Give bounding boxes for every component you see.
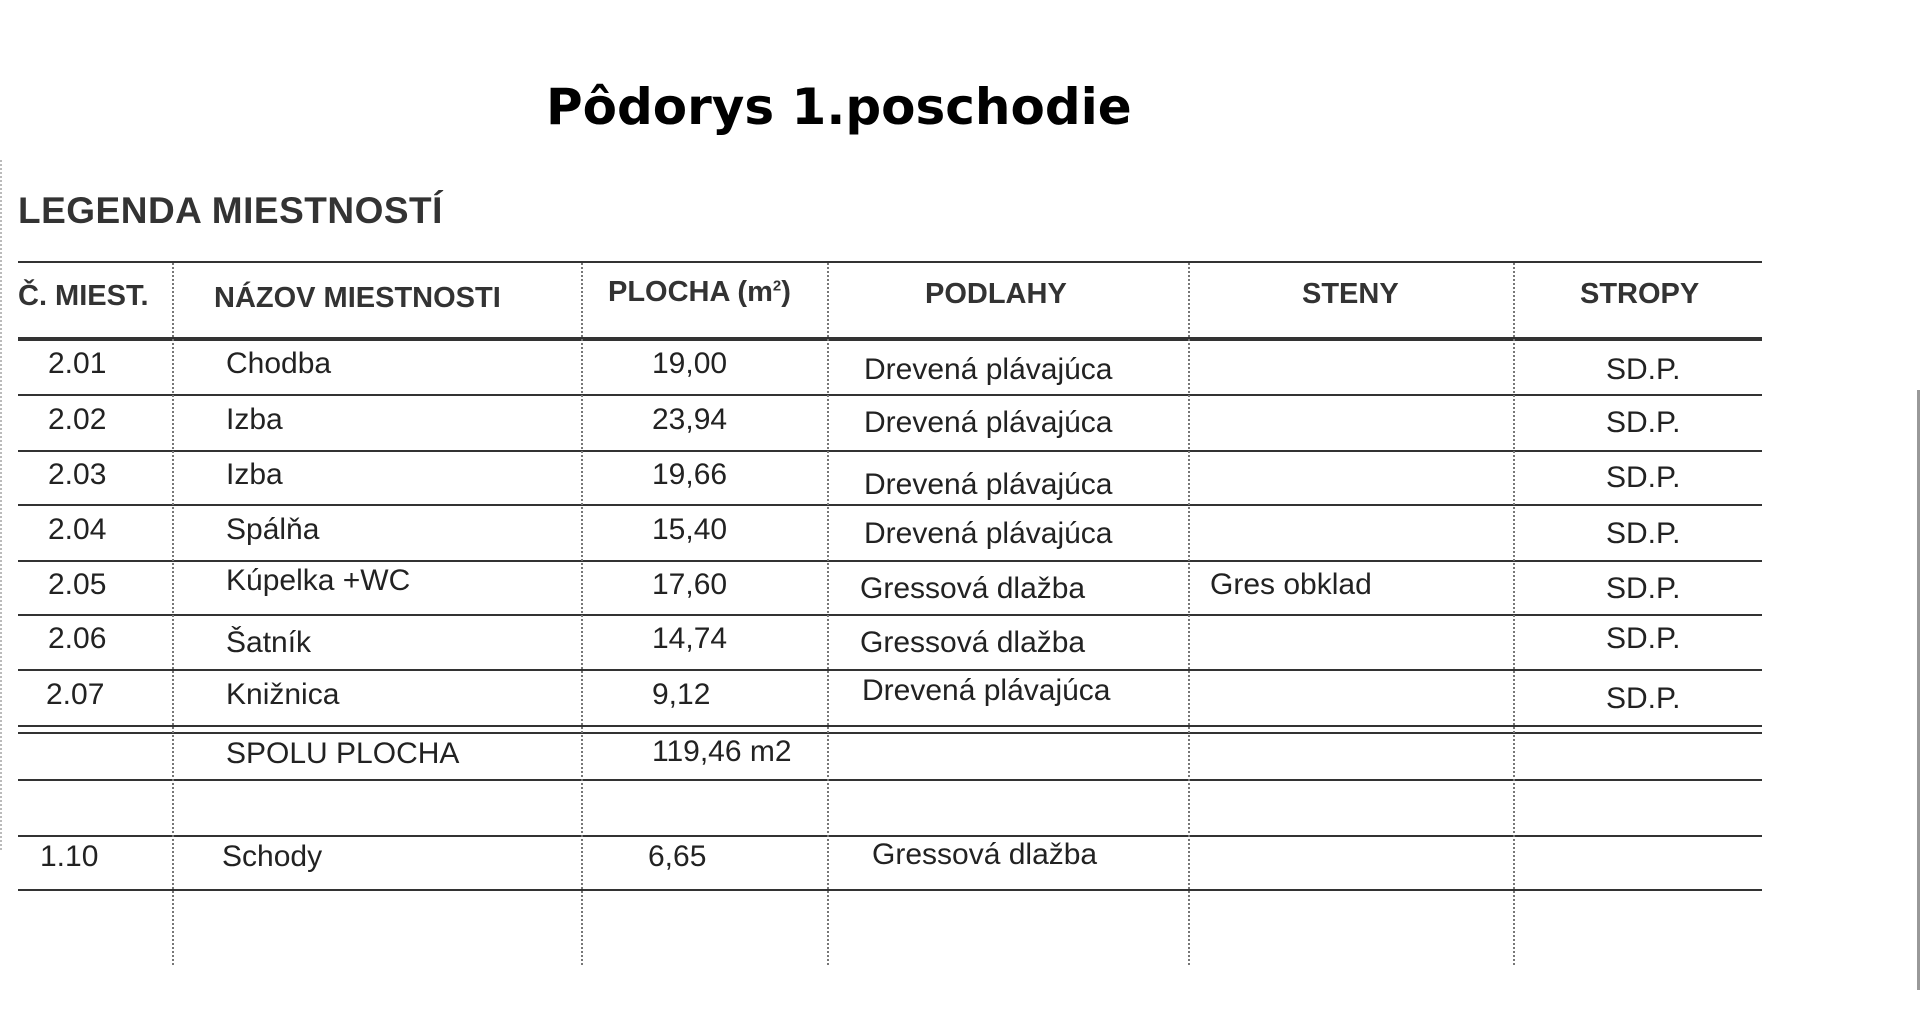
room-ceiling: SD.P. <box>1606 572 1681 605</box>
total-area: 119,46 m2 <box>652 735 792 768</box>
column-separator <box>1513 263 1515 965</box>
room-ceiling: SD.P. <box>1606 622 1681 655</box>
header-area-label: PLOCHA (m <box>608 276 773 308</box>
row-rule <box>18 614 1762 616</box>
room-number: 1.10 <box>40 840 99 873</box>
table-top-rule <box>18 261 1762 263</box>
header-walls: STENY <box>1302 278 1399 310</box>
header-area-close: ) <box>781 276 791 308</box>
header-floors: PODLAHY <box>925 278 1067 310</box>
room-name: Kúpelka +WC <box>226 564 411 597</box>
total-label: SPOLU PLOCHA <box>226 737 460 770</box>
row-rule <box>18 504 1762 506</box>
room-floor: Drevená plávajúca <box>864 517 1113 550</box>
room-ceiling: SD.P. <box>1606 682 1681 715</box>
room-ceiling: SD.P. <box>1606 461 1681 494</box>
room-number: 2.05 <box>48 568 107 601</box>
header-ceilings: STROPY <box>1580 278 1700 310</box>
header-room-number: Č. MIEST. <box>18 280 149 312</box>
room-area: 14,74 <box>652 622 728 655</box>
row-rule <box>18 560 1762 562</box>
row-rule <box>18 394 1762 396</box>
row-rule <box>18 779 1762 781</box>
room-name: Spálňa <box>226 513 320 546</box>
room-number: 2.01 <box>48 347 107 380</box>
room-name: Izba <box>226 403 283 436</box>
room-number: 2.02 <box>48 403 107 436</box>
row-rule <box>18 835 1762 837</box>
room-floor: Drevená plávajúca <box>864 353 1113 386</box>
room-name: Schody <box>222 840 323 873</box>
row-rule <box>18 450 1762 452</box>
header-bottom-rule <box>18 337 1762 341</box>
room-wall: Gres obklad <box>1210 568 1372 601</box>
room-number: 2.07 <box>46 678 105 711</box>
room-floor: Drevená plávajúca <box>864 468 1113 501</box>
column-separator <box>172 263 174 965</box>
header-area-superscript: 2 <box>772 277 782 295</box>
room-name: Šatník <box>226 626 312 659</box>
room-number: 2.06 <box>48 622 107 655</box>
column-separator <box>827 263 829 965</box>
room-floor: Gressová dlažba <box>860 572 1086 605</box>
header-area <box>608 276 791 309</box>
page-title: Pôdorys 1.poschodie <box>546 78 1132 136</box>
room-area: 19,00 <box>652 347 728 380</box>
room-floor: Gressová dlažba <box>860 626 1086 659</box>
room-area: 19,66 <box>652 458 728 491</box>
room-floor: Drevená plávajúca <box>864 406 1113 439</box>
room-name: Chodba <box>226 347 332 380</box>
row-rule <box>18 889 1762 891</box>
room-area: 6,65 <box>648 840 707 873</box>
header-room-name: NÁZOV MIESTNOSTI <box>214 282 501 314</box>
room-number: 2.04 <box>48 513 107 546</box>
room-area: 23,94 <box>652 403 728 436</box>
room-number: 2.03 <box>48 458 107 491</box>
room-name: Knižnica <box>226 678 340 711</box>
legend-title: LEGENDA MIESTNOSTÍ <box>18 190 443 231</box>
room-floor: Gressová dlažba <box>872 838 1098 871</box>
room-area: 9,12 <box>652 678 711 711</box>
room-ceiling: SD.P. <box>1606 353 1681 386</box>
room-ceiling: SD.P. <box>1606 517 1681 550</box>
room-ceiling: SD.P. <box>1606 406 1681 439</box>
column-separator <box>581 263 583 965</box>
room-floor: Drevená plávajúca <box>862 674 1111 707</box>
row-rule <box>18 669 1762 671</box>
total-double-rule <box>18 732 1762 734</box>
column-separator <box>1188 263 1190 965</box>
room-name: Izba <box>226 458 283 491</box>
total-double-rule <box>18 725 1762 727</box>
room-area: 15,40 <box>652 513 728 546</box>
room-area: 17,60 <box>652 568 728 601</box>
